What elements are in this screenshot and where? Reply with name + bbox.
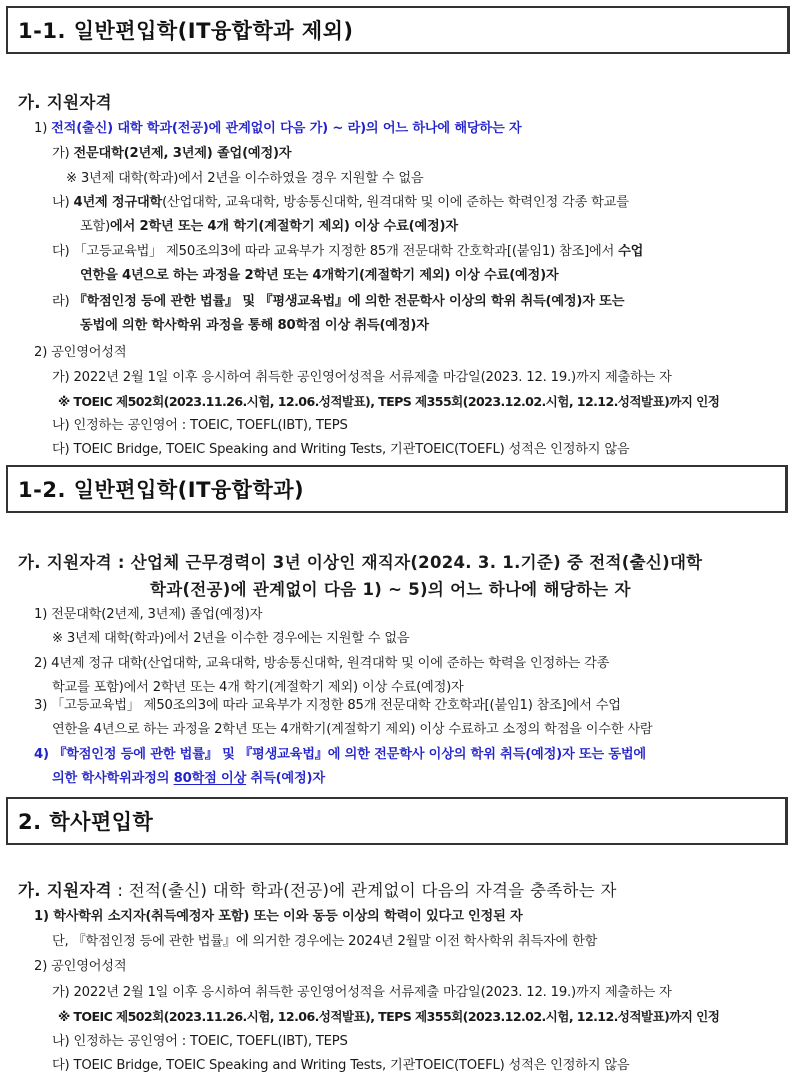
section-1-1-title: 1-1. 일반편입학(IT융합학과 제외) <box>18 19 354 43</box>
s1-na-bold2: 에서 2학년 또는 4개 학기(계절학기 제외) 이상 수료(예정)자 <box>110 219 458 234</box>
s1-item1-na-line1 <box>52 194 629 212</box>
s1-item1-na-line2 <box>80 218 458 236</box>
s1-da-num: 다) <box>52 244 70 259</box>
s1-item1-ga <box>52 145 291 163</box>
s1-ga-num: 가) <box>52 146 70 161</box>
s1-item1-num: 1) <box>34 121 48 136</box>
s3-heading-label: 가. 지원자격 <box>18 881 112 900</box>
s3-item1: 1) 학사학위 소지자(취득예정자 포함) 또는 이와 동등 이상의 학력이 있다고 인정된 자 <box>34 909 523 924</box>
s1-ra-bold1: 『학점인정 등에 관한 법률』 및 『평생교육법』에 의한 전문학사 이상의 학위 취득(예정)자 또는 <box>73 294 625 309</box>
section-1-2-title: 1-2. 일반편입학(IT융합학과) <box>18 478 305 502</box>
s1-item2-na: 나) 인정하는 공인영어 : TOEIC, TOEFL(IBT), TEPS <box>52 418 348 433</box>
s1-item2-ga: 가) 2022년 2월 1일 이후 응시하여 취득한 공인영어성적을 서류제출 마감일(2023. 12. 19.)까지 제출하는 자 <box>52 370 672 385</box>
s1-item1-da-line2: 연한을 4년으로 하는 과정을 2학년 또는 4개학기(계절학기 제외) 이상 수료(예정)자 <box>80 268 559 283</box>
s2-item2-line1: 2) 4년제 정규 대학(산업대학, 교육대학, 방송통신대학, 원격대학 및 이에 준하는 학력을 인정하는 각종 <box>34 656 610 671</box>
s2-heading-line2: 학과(전공)에 관계없이 다음 1) ~ 5)의 어느 하나에 해당하는 자 <box>150 580 631 599</box>
s2-item4-text: 의한 학사학위과정의 <box>52 771 174 786</box>
s1-item1-ga-note: ※ 3년제 대학(학과)에서 2년을 이수하였을 경우 지원할 수 없음 <box>66 171 424 186</box>
s2-item4-text-end: 취득(예정)자 <box>246 771 325 786</box>
s1-na-text2a: 포함) <box>80 219 111 234</box>
s2-item4-underlined: 80학점 이상 <box>173 771 247 786</box>
s3-item2: 2) 공인영어성적 <box>34 959 127 974</box>
s2-item3-line1: 3) 「고등교육법」 제50조의3에 따라 교육부가 지정한 85개 전문대학 간호학과[(붙임1) 참조]에서 수업 <box>34 698 621 713</box>
s2-item3-line2: 연한을 4년으로 하는 과정을 2학년 또는 4개학기(계절학기 제외) 이상 수료하고 소정의 학점을 이수한 사람 <box>52 722 653 737</box>
s3-heading-text: : 전적(출신) 대학 학과(전공)에 관계없이 다음의 자격을 충족하는 자 <box>111 881 617 900</box>
s1-da-bold1: 수업 <box>618 244 644 259</box>
s1-item2-da: 다) TOEIC Bridge, TOEIC Speaking and Writing Tests, 기관TOEIC(TOEFL) 성적은 인정하지 않음 <box>52 442 630 457</box>
section-2-title-box <box>6 797 788 845</box>
s1-na-num: 나) <box>52 195 70 210</box>
s3-heading <box>18 880 617 902</box>
s2-heading-label: 가. 지원자격 <box>18 553 112 572</box>
section-1-2-title-box <box>6 465 788 513</box>
s3-item2-da: 다) TOEIC Bridge, TOEIC Speaking and Writing Tests, 기관TOEIC(TOEFL) 성적은 인정하지 않음 <box>52 1058 630 1073</box>
s2-item4-line2 <box>52 770 325 788</box>
s1-item1-ra-line2: 동법에 의한 학사학위 과정을 통해 80학점 이상 취득(예정)자 <box>80 318 429 333</box>
s2-item4-line1: 4) 『학점인정 등에 관한 법률』 및 『평생교육법』에 의한 전문학사 이상의 학위 취득(예정)자 또는 동법에 <box>34 747 646 762</box>
s1-item2-num: 2) <box>34 345 48 360</box>
s1-item1-text: 전적(출신) 대학 학과(전공)에 관계없이 다음 가) ~ 라)의 어느 하나에 해당하는 자 <box>51 121 522 136</box>
s1-item2 <box>34 344 126 362</box>
s1-item1-ra-line1 <box>52 293 624 311</box>
s1-ga-text: 전문대학(2년제, 3년제) 졸업(예정)자 <box>73 146 292 161</box>
s1-ra-num: 라) <box>52 294 70 309</box>
s1-item2-text: 공인영어성적 <box>51 345 127 360</box>
s1-na-bold: 4년제 정규대학 <box>73 195 163 210</box>
s2-item1: 1) 전문대학(2년제, 3년제) 졸업(예정)자 <box>34 607 263 622</box>
s1-item1-da-line1 <box>52 243 643 261</box>
s2-item2-line2: 학교를 포함)에서 2학년 또는 4개 학기(계절학기 제외) 이상 수료(예정)자 <box>52 680 464 695</box>
s1-na-text: (산업대학, 교육대학, 방송통신대학, 원격대학 및 이에 준하는 학력인정 각종 학교를 <box>162 195 629 210</box>
s3-item2-ga: 가) 2022년 2월 1일 이후 응시하여 취득한 공인영어성적을 서류제출 마감일(2023. 12. 19.)까지 제출하는 자 <box>52 985 672 1000</box>
s1-item2-note: ※ TOEIC 제502회(2023.11.26.시험, 12.06.성적발표), TEPS 제355회(2023.12.02.시험, 12.12.성적발표)까지 인정 <box>58 394 720 409</box>
s3-item2-na: 나) 인정하는 공인영어 : TOEIC, TOEFL(IBT), TEPS <box>52 1034 348 1049</box>
s2-heading-line1 <box>18 552 702 574</box>
s3-item2-note: ※ TOEIC 제502회(2023.11.26.시험, 12.06.성적발표), TEPS 제355회(2023.12.02.시험, 12.12.성적발표)까지 인정 <box>58 1009 720 1024</box>
section-2-title: 2. 학사편입학 <box>18 810 154 834</box>
section-1-1-title-box <box>6 6 790 54</box>
s1-da-text: 「고등교육법」 제50조의3에 따라 교육부가 지정한 85개 전문대학 간호학과[(붙임1) 참조]에서 <box>73 244 619 259</box>
s2-item1-note: ※ 3년제 대학(학과)에서 2년을 이수한 경우에는 지원할 수 없음 <box>52 631 410 646</box>
s2-heading-text1: : 산업체 근무경력이 3년 이상인 재직자(2024. 3. 1.기준) 중 전적(출신)대학 <box>111 553 703 572</box>
s3-item1-note: 단, 『학점인정 등에 관한 법률』에 의거한 경우에는 2024년 2월말 이전 학사학위 취득자에 한함 <box>52 934 598 949</box>
section-1-1-heading: 가. 지원자격 <box>18 93 112 112</box>
s1-item1 <box>34 120 521 138</box>
